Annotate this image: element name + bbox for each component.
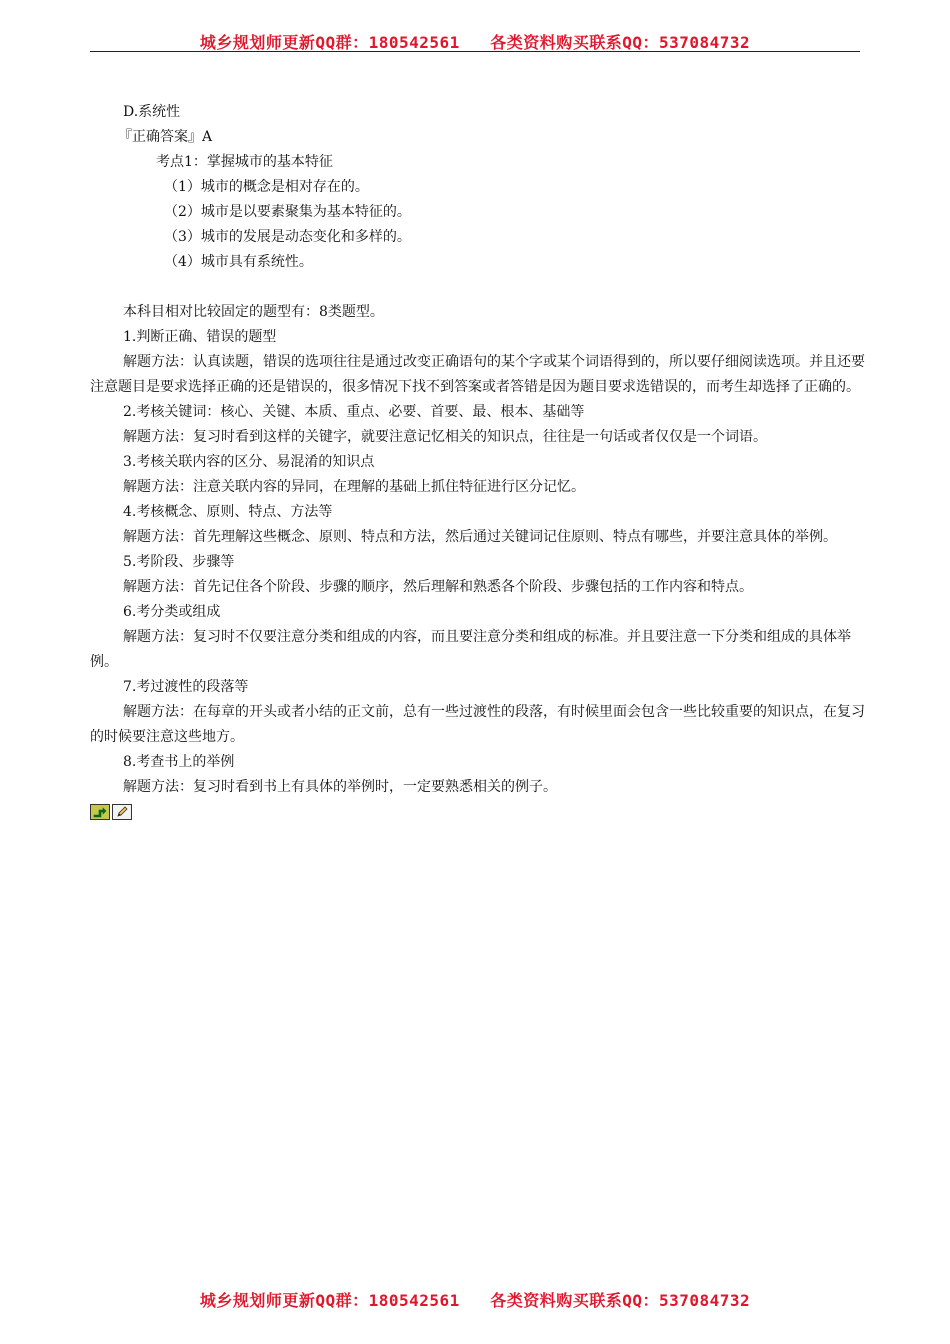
option-d: D.系统性	[123, 104, 181, 120]
footer-banner: 城乡规划师更新QQ群：180542561 各类资料购买联系QQ：537084732	[199, 1291, 751, 1310]
method-title: 6.考分类或组成	[123, 604, 221, 620]
method-title: 3.考核关联内容的区分、易混淆的知识点	[123, 454, 375, 470]
back-arrow-icon[interactable]	[90, 804, 110, 820]
method-title: 8.考查书上的举例	[123, 754, 235, 770]
method-text: 解题方法：复习时不仅要注意分类和组成的内容，而且要注意分类和组成的标准。并且要注意一下分类和组成的具体举例。	[90, 629, 851, 670]
correct-answer: 『正确答案』A	[118, 129, 213, 145]
point-item: （3）城市的发展是动态变化和多样的。	[164, 229, 411, 245]
document-body	[90, 100, 868, 820]
method-title: 1.判断正确、错误的题型	[123, 329, 277, 345]
method-title: 2.考核关键词：核心、关键、本质、重点、必要、首要、最、根本、基础等	[123, 404, 585, 420]
method-title: 7.考过渡性的段落等	[123, 679, 249, 695]
header-banner: 城乡规划师更新QQ群：180542561 各类资料购买联系QQ：537084732	[199, 33, 751, 52]
nav-icon-group	[90, 804, 868, 820]
header-divider	[90, 51, 860, 52]
method-title: 4.考核概念、原则、特点、方法等	[123, 504, 333, 520]
method-text: 解题方法：首先记住各个阶段、步骤的顺序，然后理解和熟悉各个阶段、步骤包括的工作内容和特点。	[123, 579, 753, 595]
method-title: 5.考阶段、步骤等	[123, 554, 235, 570]
method-text: 解题方法：首先理解这些概念、原则、特点和方法，然后通过关键词记住原则、特点有哪些，并要注意具体的举例。	[123, 529, 837, 545]
edit-pencil-icon[interactable]	[112, 804, 132, 820]
methods-intro: 本科目相对比较固定的题型有：8类题型。	[123, 304, 384, 320]
spacer	[90, 275, 868, 300]
point-item: （1）城市的概念是相对存在的。	[164, 179, 369, 195]
point-item: （4）城市具有系统性。	[164, 254, 313, 270]
method-text: 解题方法：注意关联内容的异同，在理解的基础上抓住特征进行区分记忆。	[123, 479, 585, 495]
method-text: 解题方法：复习时看到书上有具体的举例时，一定要熟悉相关的例子。	[123, 779, 557, 795]
method-text: 解题方法：认真读题，错误的选项往往是通过改变正确语句的某个字或某个词语得到的，所以要仔细阅读选项。并且还要注意题目是要求选择正确的还是错误的，很多情况下找不到答案或者答错是因为题目要求选错误的，而考生却选择了正确的。	[90, 354, 865, 395]
point-item: （2）城市是以要素聚集为基本特征的。	[164, 204, 411, 220]
method-text: 解题方法：复习时看到这样的关键字，就要注意记忆相关的知识点，往往是一句话或者仅仅是一个词语。	[123, 429, 767, 445]
kaodian-title: 考点1：掌握城市的基本特征	[156, 154, 333, 170]
method-text: 解题方法：在每章的开头或者小结的正文前，总有一些过渡性的段落，有时候里面会包含一些比较重要的知识点，在复习的时候要注意这些地方。	[90, 704, 865, 745]
